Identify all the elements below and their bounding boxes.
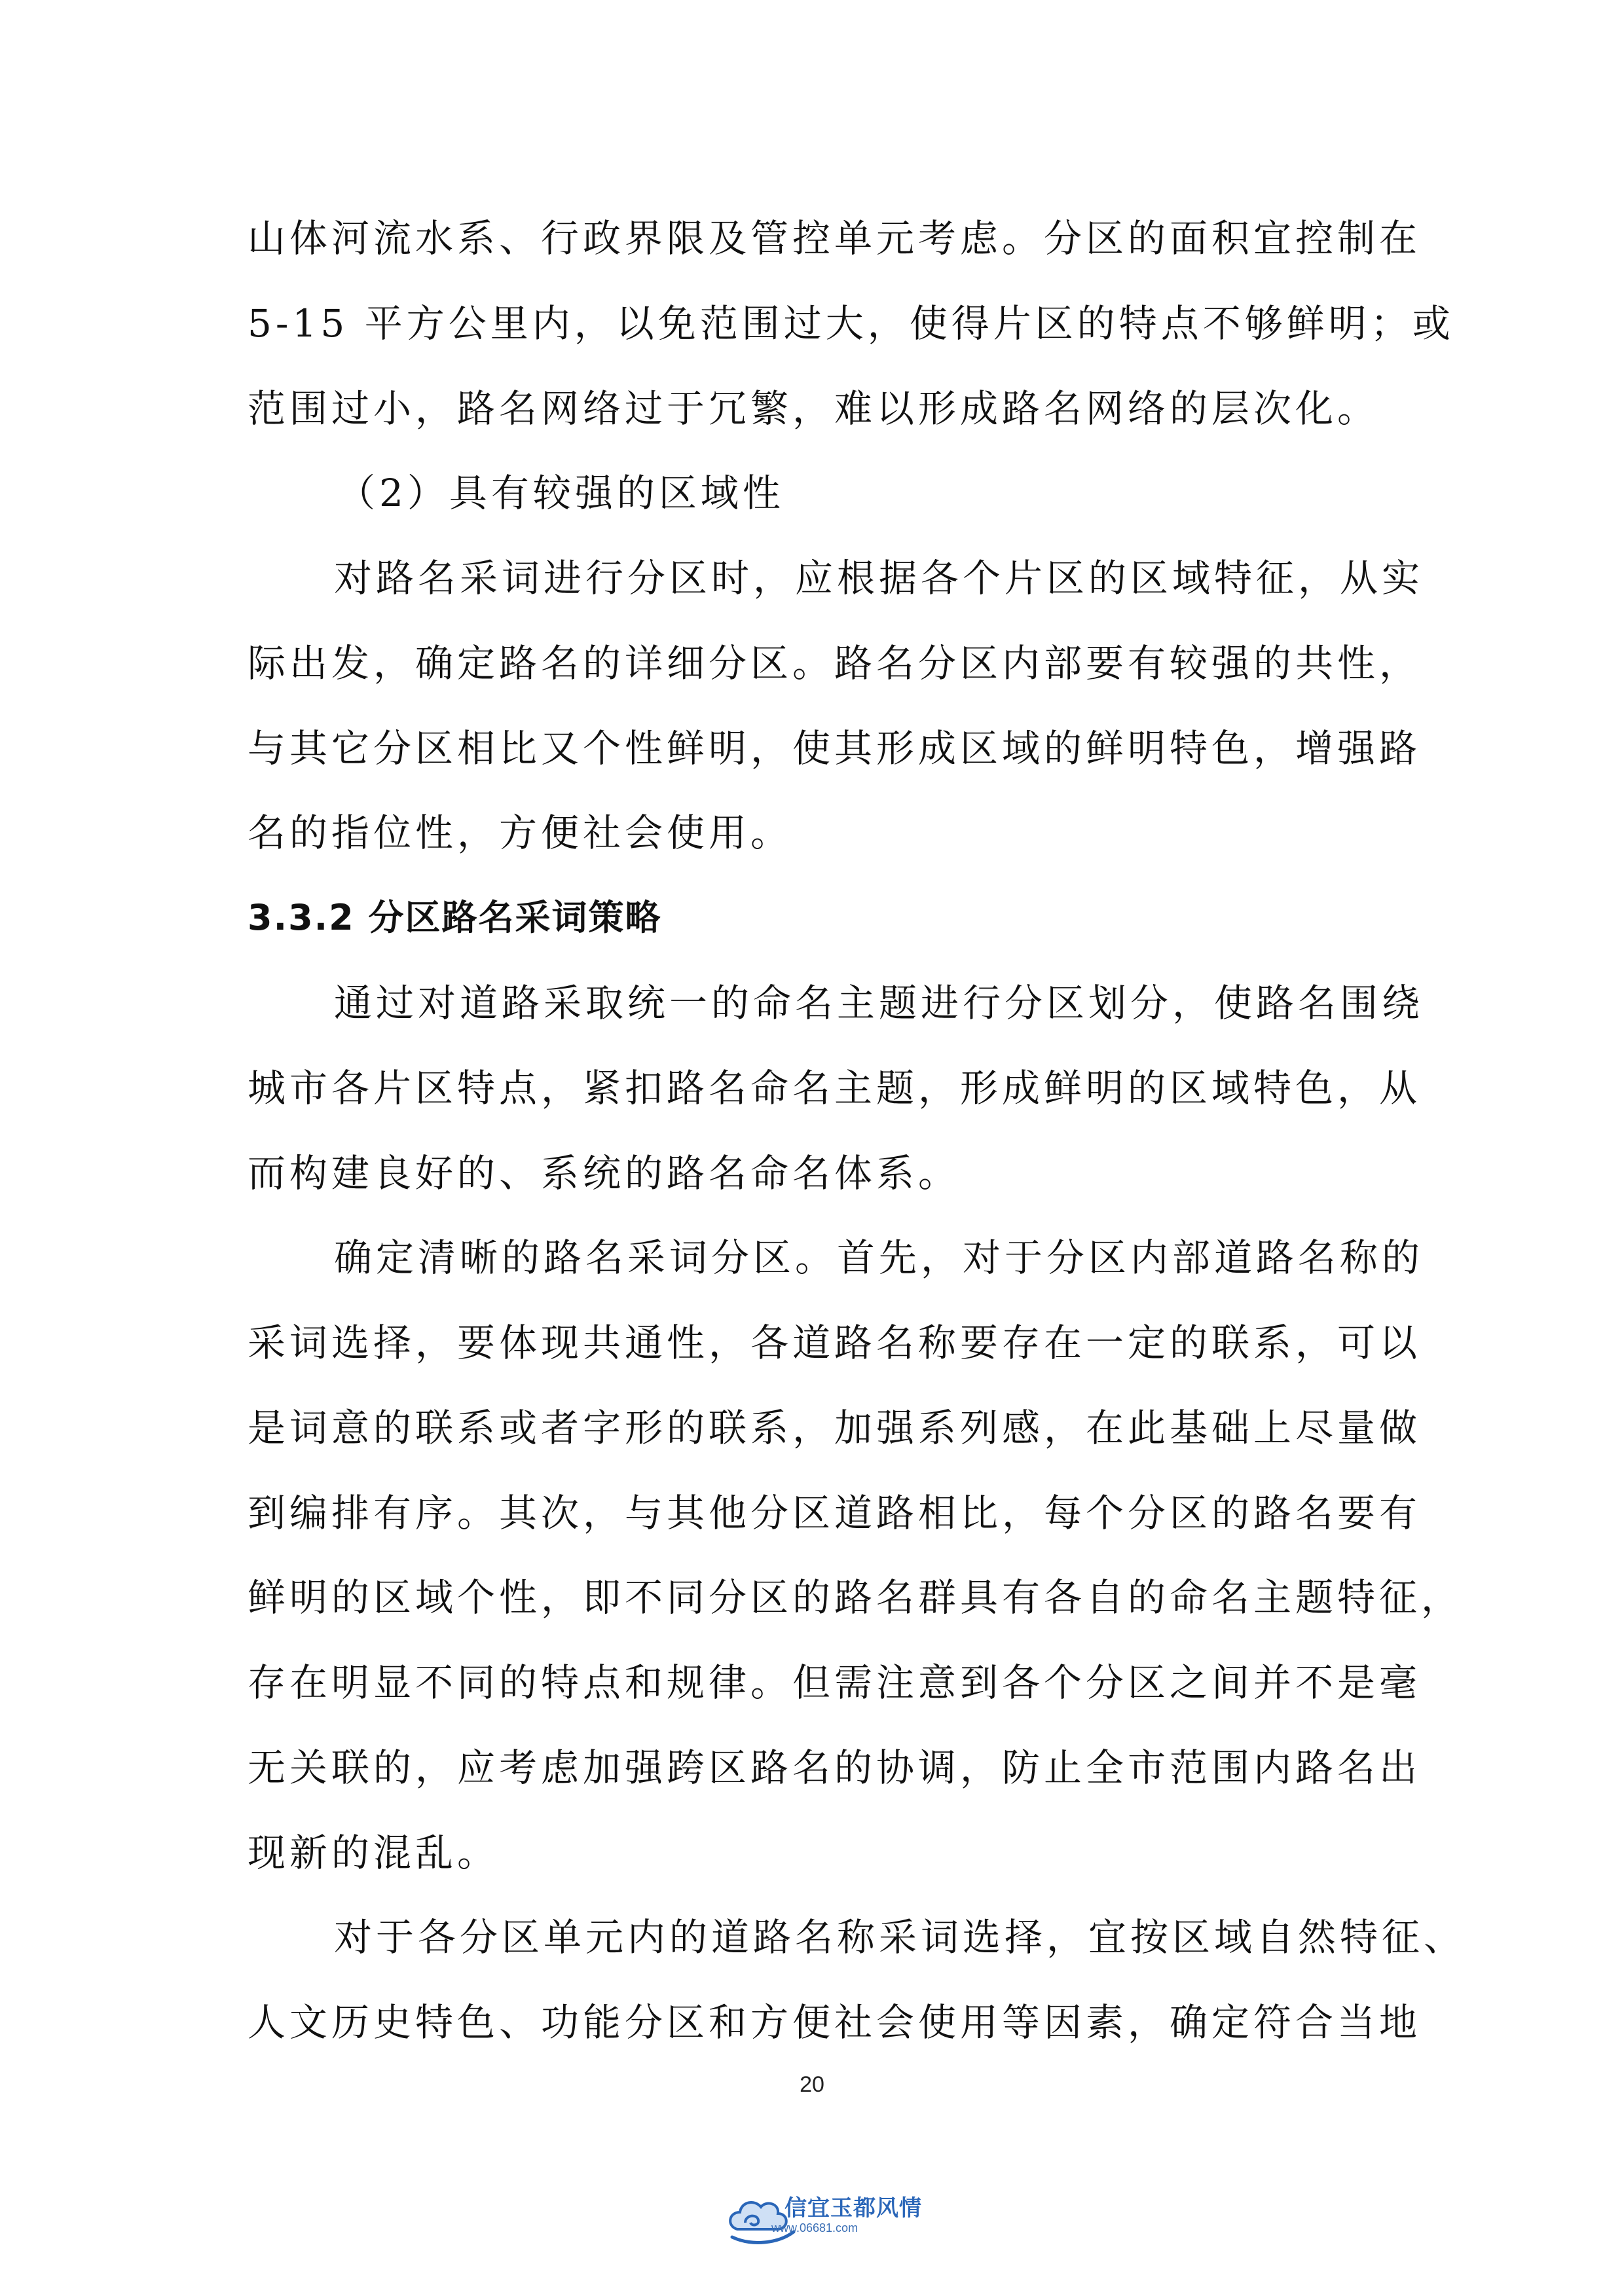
watermark-brand: 信宜玉都风情 xyxy=(784,2195,922,2221)
paragraph-line: 到编排有序。其次，与其他分区道路相比，每个分区的路名要有 xyxy=(248,1491,1422,1535)
page-number: 20 xyxy=(800,2072,824,2097)
paragraph-line: 5-15 平方公里内，以免范围过大，使得片区的特点不够鲜明；或 xyxy=(248,301,1454,346)
paragraph-line: 现新的混乱。 xyxy=(248,1831,500,1875)
paragraph-line: 对于各分区单元内的道路名称采词选择，宜按区域自然特征、 xyxy=(334,1915,1466,1959)
section-heading: 3.3.2 分区路名采词策略 xyxy=(248,897,662,938)
paragraph-line: 际出发，确定路名的详细分区。路名分区内部要有较强的共性， xyxy=(248,641,1422,685)
paragraph-line: 城市各片区特点，紧扣路名命名主题，形成鲜明的区域特色，从 xyxy=(248,1066,1422,1110)
paragraph-line: 范围过小，路名网络过于冗繁，难以形成路名网络的层次化。 xyxy=(248,386,1380,431)
paragraph-line: 名的指位性，方便社会使用。 xyxy=(248,811,793,855)
watermark-logo xyxy=(726,2183,922,2252)
watermark-url: www.06681.com xyxy=(771,2221,858,2234)
paragraph-line: 存在明显不同的特点和规律。但需注意到各个分区之间并不是毫 xyxy=(248,1660,1422,1705)
paragraph-line: 采词选择，要体现共通性，各道路名称要存在一定的联系，可以 xyxy=(248,1321,1422,1365)
subheading: （2）具有较强的区域性 xyxy=(337,471,784,515)
paragraph-line: 山体河流水系、行政界限及管控单元考虑。分区的面积宜控制在 xyxy=(248,216,1422,261)
paragraph-line: 通过对道路采取统一的命名主题进行分区划分，使路名围绕 xyxy=(334,981,1424,1025)
paragraph-line: 而构建良好的、系统的路名命名体系。 xyxy=(248,1151,961,1195)
paragraph-line: 与其它分区相比又个性鲜明，使其形成区域的鲜明特色，增强路 xyxy=(248,726,1422,771)
paragraph-line: 对路名采词进行分区时，应根据各个片区的区域特征，从实 xyxy=(334,556,1424,600)
paragraph-line: 鲜明的区域个性，即不同分区的路名群具有各自的命名主题特征， xyxy=(248,1575,1464,1620)
paragraph-line: 无关联的，应考虑加强跨区路名的协调，防止全市范围内路名出 xyxy=(248,1745,1422,1790)
paragraph-line: 是词意的联系或者字形的联系，加强系列感，在此基础上尽量做 xyxy=(248,1406,1422,1450)
paragraph-line: 确定清晰的路名采词分区。首先，对于分区内部道路名称的 xyxy=(334,1235,1424,1280)
paragraph-line: 人文历史特色、功能分区和方便社会使用等因素，确定符合当地 xyxy=(248,2000,1422,2045)
